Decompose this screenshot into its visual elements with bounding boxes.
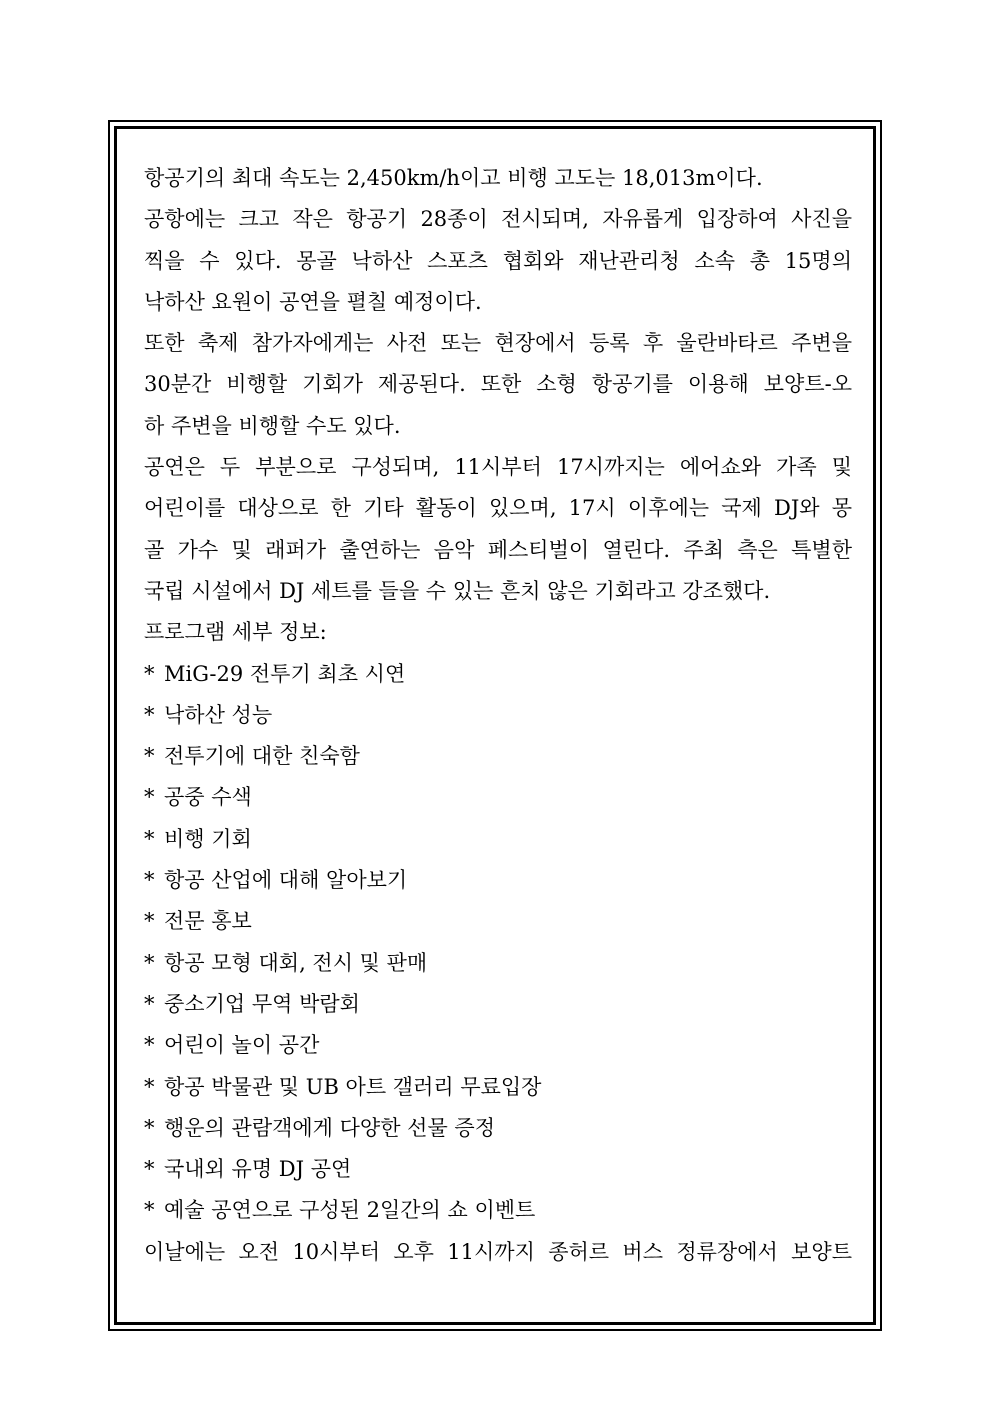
list-item [144, 654, 852, 695]
bullet-marker: * [144, 991, 155, 1016]
list-item-text: 어린이 놀이 공간 [164, 1033, 320, 1058]
list-item-text: 항공 산업에 대해 알아보기 [164, 868, 408, 893]
list-item-text: 비행 기회 [164, 826, 252, 851]
list-item [144, 1149, 852, 1190]
list-item-text: 예술 공연으로 구성된 2일간의 쇼 이벤트 [164, 1198, 536, 1223]
text-line: 하 주변을 비행할 수도 있다. [144, 413, 401, 438]
list-item-text: 항공 모형 대회, 전시 및 판매 [164, 950, 428, 975]
program-details-heading: 프로그램 세부 정보: [144, 620, 327, 645]
text-line: 낙하산 요원이 공연을 펼칠 예정이다. [144, 289, 482, 314]
bullet-marker: * [144, 1157, 155, 1182]
list-item-text: 전문 홍보 [164, 909, 252, 934]
list-item [144, 695, 852, 736]
list-item-text: 항공 박물관 및 UB 아트 갤러리 무료입장 [164, 1074, 542, 1099]
list-item-text: 공중 수색 [164, 785, 252, 810]
list-item-text: 국내외 유명 DJ 공연 [164, 1157, 352, 1182]
bullet-marker: * [144, 661, 155, 686]
list-item-text: 행운의 관람객에게 다양한 선물 증정 [164, 1115, 495, 1140]
bullet-marker: * [144, 868, 155, 893]
list-item [144, 777, 852, 818]
list-item [144, 984, 852, 1025]
bullet-marker: * [144, 909, 155, 934]
list-item [144, 943, 852, 984]
list-item [144, 819, 852, 860]
text-line: 찍을 수 있다. 몽골 낙하산 스포츠 협회와 재난관리청 소속 총 15명의 [144, 248, 852, 273]
list-item-text: MiG-29 전투기 최초 시연 [164, 661, 406, 686]
text-line: 어린이를 대상으로 한 기타 활동이 있으며, 17시 이후에는 국제 DJ와 몽 [144, 496, 852, 521]
bullet-marker: * [144, 1074, 155, 1099]
list-item [144, 901, 852, 942]
closing-line: 이날에는 오전 10시부터 오후 11시까지 종허르 버스 정류장에서 보양트 [144, 1239, 852, 1264]
text-line: 국립 시설에서 DJ 세트를 들을 수 있는 흔치 않은 기회라고 강조했다. [144, 578, 771, 603]
list-item-text: 중소기업 무역 박람회 [164, 991, 360, 1016]
list-item [144, 860, 852, 901]
document-body [144, 158, 852, 1273]
text-line: 30분간 비행할 기회가 제공된다. 또한 소형 항공기를 이용해 보양트-오 [144, 372, 852, 397]
bullet-marker: * [144, 950, 155, 975]
list-item-text: 전투기에 대한 친숙함 [164, 744, 360, 769]
bullet-marker: * [144, 1198, 155, 1223]
text-line: 또한 축제 참가자에게는 사전 또는 현장에서 등록 후 울란바타르 주변을 [144, 331, 852, 356]
text-line: 항공기의 최대 속도는 2,450km/h이고 비행 고도는 18,013m이다. [144, 166, 763, 190]
bullet-marker: * [144, 785, 155, 810]
list-item [144, 1190, 852, 1231]
text-line: 공항에는 크고 작은 항공기 28종이 전시되며, 자유롭게 입장하여 사진을 [144, 207, 852, 232]
list-item-text: 낙하산 성능 [164, 702, 273, 727]
bullet-marker: * [144, 826, 155, 851]
list-item [144, 1025, 852, 1066]
bullet-marker: * [144, 744, 155, 769]
list-item [144, 1108, 852, 1149]
list-item [144, 1067, 852, 1108]
bullet-marker: * [144, 702, 155, 727]
list-item [144, 736, 852, 777]
bullet-marker: * [144, 1115, 155, 1140]
paragraph-block [144, 158, 852, 654]
text-line: 골 가수 및 래퍼가 출연하는 음악 페스티벌이 열린다. 주최 측은 특별한 [144, 537, 852, 562]
program-list [144, 654, 852, 1232]
text-line: 공연은 두 부분으로 구성되며, 11시부터 17시까지는 에어쇼와 가족 및 [144, 455, 852, 480]
bullet-marker: * [144, 1033, 155, 1058]
